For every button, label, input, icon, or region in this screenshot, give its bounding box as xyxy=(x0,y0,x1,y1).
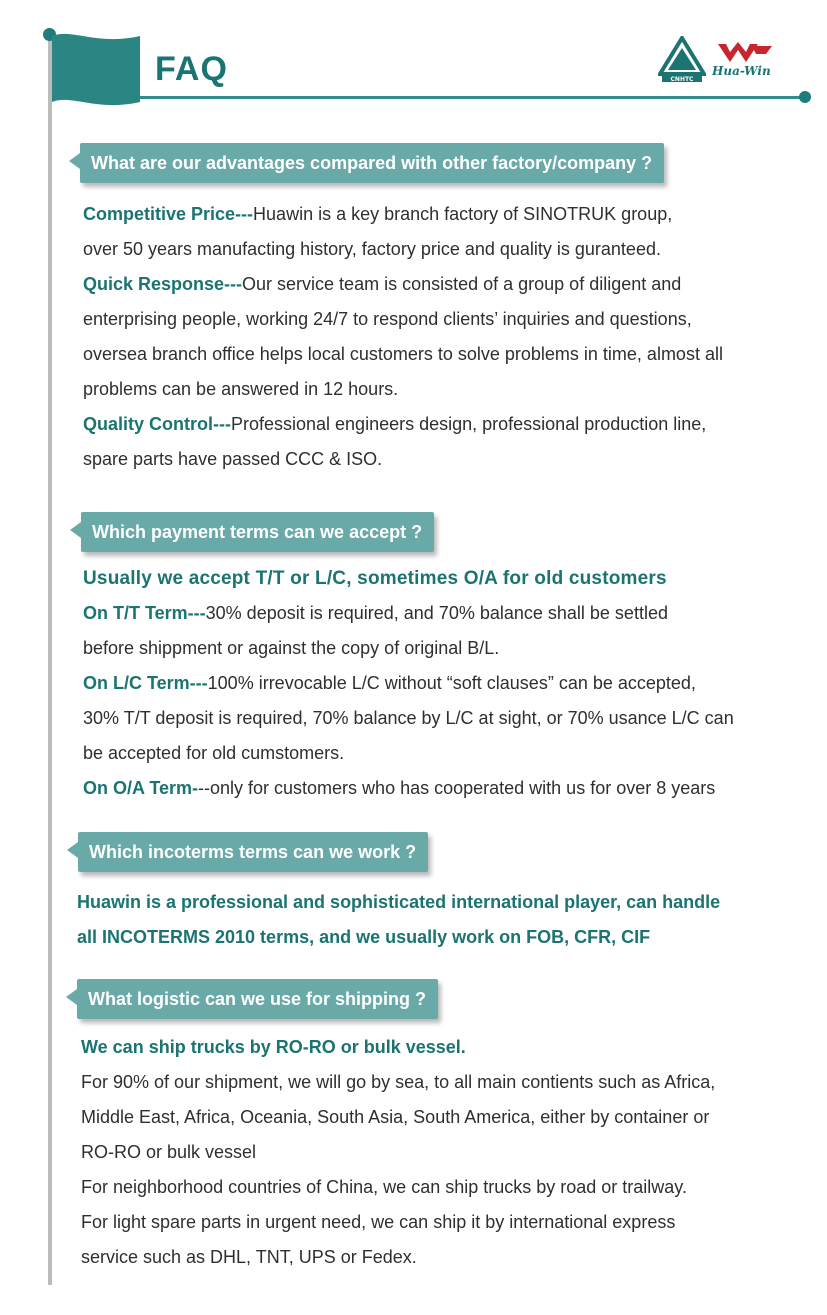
answer-line: Competitive Price---Huawin is a key branch factory of SINOTRUK group, xyxy=(83,204,673,224)
faq-question-payment: Which payment terms can we accept ? xyxy=(81,512,434,552)
answer-line: On T/T Term---30% deposit is required, and 70% balance shall be settled xyxy=(83,603,668,623)
answer-line: 30% T/T deposit is required, 70% balance by L/C at sight, or 70% usance L/C can xyxy=(83,708,734,728)
answer-line: all INCOTERMS 2010 terms, and we usually work on FOB, CFR, CIF xyxy=(77,927,651,947)
faq-question-logistics: What logistic can we use for shipping ? xyxy=(77,979,438,1019)
faq-answer-logistics xyxy=(81,1030,715,1275)
faq-question-advantages: What are our advantages compared with other factory/company ? xyxy=(80,143,664,183)
answer-line: service such as DHL, TNT, UPS or Fedex. xyxy=(81,1247,417,1267)
faq-answer-advantages xyxy=(83,197,723,477)
answer-line: enterprising people, working 24/7 to respond clients’ inquiries and questions, xyxy=(83,309,692,329)
answer-line: On O/A Term---only for customers who has cooperated with us for over 8 years xyxy=(83,778,716,798)
answer-line: On L/C Term---100% irrevocable L/C without “soft clauses” can be accepted, xyxy=(83,673,696,693)
answer-line: RO-RO or bulk vessel xyxy=(81,1142,257,1162)
answer-line: For light spare parts in urgent need, we can ship it by international express xyxy=(81,1212,676,1232)
header-rule xyxy=(140,96,805,99)
answer-line: Middle East, Africa, Oceania, South Asia, South America, either by container or xyxy=(81,1107,710,1127)
answer-line: spare parts have passed CCC & ISO. xyxy=(83,449,383,469)
answer-line: over 50 years manufacting history, factory price and quality is guranteed. xyxy=(83,239,661,259)
answer-line: Quality Control---Professional engineers design, professional production line, xyxy=(83,414,707,434)
page-title: FAQ xyxy=(155,50,228,88)
flag-icon xyxy=(52,32,144,108)
answer-line: oversea branch office helps local customers to solve problems in time, almost all xyxy=(83,344,723,364)
answer-line: We can ship trucks by RO-RO or bulk vessel. xyxy=(81,1037,466,1057)
huawin-logo-icon xyxy=(716,42,774,64)
answer-line: Quick Response---Our service team is consisted of a group of diligent and xyxy=(83,274,682,294)
answer-line: Huawin is a professional and sophisticated international player, can handle xyxy=(77,892,721,912)
logo-wordmark: Hua-Win xyxy=(712,64,771,78)
answer-line: Usually we accept T/T or L/C, sometimes O/A for old customers xyxy=(83,568,667,589)
answer-line: For neighborhood countries of China, we can ship trucks by road or trailway. xyxy=(81,1177,687,1197)
header-rule-dot xyxy=(799,91,811,103)
answer-line: before shippment or against the copy of original B/L. xyxy=(83,638,500,658)
answer-line: be accepted for old cumstomers. xyxy=(83,743,345,763)
answer-line: For 90% of our shipment, we will go by sea, to all main contients such as Africa, xyxy=(81,1072,716,1092)
answer-line: problems can be answered in 12 hours. xyxy=(83,379,399,399)
flag-pole xyxy=(48,40,52,1285)
faq-question-incoterms: Which incoterms terms can we work ? xyxy=(78,832,428,872)
faq-answer-incoterms xyxy=(77,885,720,955)
cnhtc-logo-icon xyxy=(658,36,706,82)
faq-answer-payment xyxy=(83,561,734,806)
cnhtc-badge-text: CNHTC xyxy=(670,76,694,82)
